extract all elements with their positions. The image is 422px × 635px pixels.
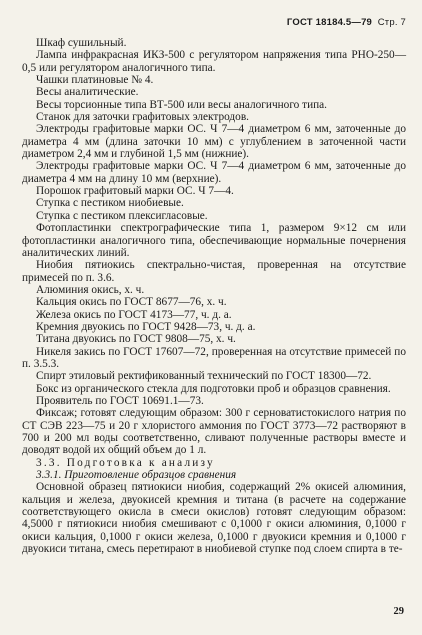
paragraph: Весы торсионные типа ВТ-500 или весы аналогичного типа. (36, 98, 328, 111)
page-header (287, 17, 406, 28)
paragraph: Алюминия окись, х. ч. (36, 283, 145, 296)
paragraph: Титана двуокись по ГОСТ 9808—75, х. ч. (36, 333, 236, 346)
paragraph: Ступка с пестиком плексигласовые. (36, 209, 208, 222)
paragraph: Ступка с пестиком ниобиевые. (36, 197, 184, 210)
paragraph: Шкаф сушильный. (36, 37, 127, 49)
paragraph: Никеля закись по ГОСТ 17607—72, проверенная на отсутствие примесей по п. 3.5.3. (22, 345, 406, 370)
paragraph: Спирт этиловый ректификованный технический по ГОСТ 18300—72. (36, 370, 372, 383)
document-body (22, 37, 406, 555)
paragraph: 3.3.1. Приготовление образцов сравнения (36, 469, 237, 482)
paragraph: Станок для заточки графитовых электродов. (36, 111, 249, 124)
page-label: Стр. 7 (377, 17, 406, 28)
paragraph: Чашки платиновые № 4. (36, 74, 154, 87)
paragraph: Лампа инфракрасная ИКЗ-500 с регулятором напряжения типа РНО-250—0,5 или регулятором аналогичного типа. (22, 49, 406, 74)
paragraph: Основной образец пятиокиси ниобия, содержащий 2% окисей алюминия, кальция и железа, двуокисей кремния и титана (в расчете на содержание соответствующего окисла в смеси окислов) готовят следующим образом: 4,5000 г пятиокиси ниобия смешивают с 0,1000 г окиси алюминия, 0,1000 г окиси кальция, 0,1000 г окиси железа, 0,1000 г двуокиси кремния и 0,1000 г двуокиси титана, смесь перетирают в ниобиевой ступке под слоем спирта в те- (22, 481, 406, 556)
paragraph: Фотопластинки спектрографические типа 1, размером 9×12 см или фотопластинки аналогичного типа, обеспечивающие нормальные почернения аналитических линий. (22, 222, 406, 259)
paragraph: Электроды графитовые марки ОС. Ч 7—4 диаметром 6 мм, заточенные до диаметра 4 мм (длина заточки 10 мм) с углублением в заточенной части диаметром 2,4 мм и глубиной 1,5 мм (нижние). (22, 123, 406, 161)
page-number: 29 (393, 606, 404, 617)
paragraph: Электроды графитовые марки ОС. Ч 7—4 диаметром 6 мм, заточенные до диаметра 4 мм на длину 10 мм (верхние). (22, 160, 406, 185)
paragraph: Порошок графитовый марки ОС. Ч 7—4. (36, 185, 234, 198)
paragraph: Бокс из органического стекла для подготовки проб и образцов сравнения. (36, 382, 391, 395)
paragraph: Ниобия пятиокись спектрально-чистая, проверенная на отсутствие примесей по п. 3.6. (22, 259, 406, 284)
paragraph: Кальция окись по ГОСТ 8677—76, х. ч. (36, 296, 227, 309)
paragraph: Весы аналитические. (36, 86, 139, 99)
paragraph: Кремния двуокись по ГОСТ 9428—73, ч. д. а. (36, 320, 256, 333)
standard-number: ГОСТ 18184.5—79 (286, 17, 373, 28)
paragraph: Железа окись по ГОСТ 4173—77, ч. д. а. (36, 308, 232, 321)
paragraph: 3.3. Подготовка к анализу (36, 456, 215, 469)
paragraph: Проявитель по ГОСТ 10691.1—73. (36, 394, 204, 407)
paragraph: Фиксаж; готовят следующим образом: 300 г серноватистокислого натрия по СТ СЭВ 223—75 и 20 г хлористого аммония по ГОСТ 3773—72 растворяют в 700 и 200 мл воды соответственно, сливают полученные растворы вместе и доводят водой их общий объем до 1 л. (22, 407, 406, 457)
